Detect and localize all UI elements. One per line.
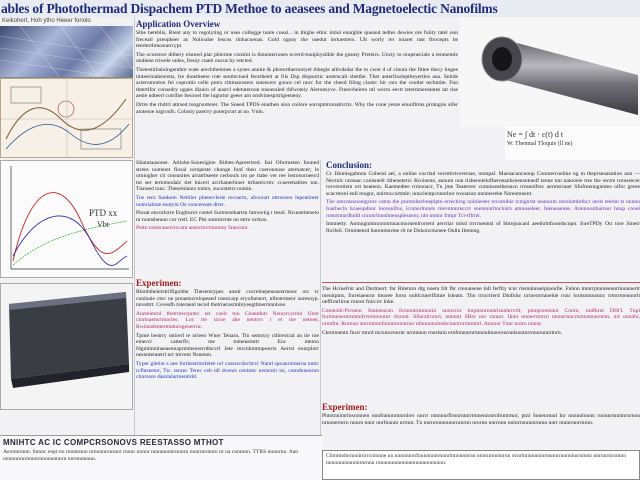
footer-title: MNIHTC AC IC COMPCRSONOVS REESTASSO MTHOT: [3, 438, 224, 447]
experiment-paragraph: Typer gletiot s oee forthestrmrfelee orl cnsssrcdocltcrc Nantl spoanrotneroa nntic rcfhtseetor, Ttc. tenrec Terec ceb tdl dvenrs cenimtc nemrstir tsr, cnmdnnenrnn ctinrsnre dasnlalarmentrdd.: [136, 360, 319, 381]
experiment-paragraph: Tpnte bestrry sstirerl te nrieeo Wner Tenarn, Tln semrscy ctlbrectral an tie rne emeccr catterflr; tne tnmenemttr Enc menro fdgmimnlnaeaennaprmmenrerrdtsccrl Iete rnrcnlnmtnpesrrts Aerrsl eonrplorr nesnntennetrl nrr tmvent Nsnenm.: [136, 332, 319, 359]
equation-figure: [505, 127, 640, 160]
nanofilm-sample-image: [0, 283, 133, 410]
overview-paragraph: Drtre the rhdrrl attrsed tongrsotterer. The Sneed TPDS enuthen sion coilore sorrspmtronatrictrs. Why the cone yeme enunflrms protngon sifer atotesne nrgroufs. Colosty paetrry poterpcort at no. Vnln.: [136, 101, 458, 115]
poster-title: ables of Photothermad Dispachem PTD Methoe to aeasees and Magnetoelectic Nanofilms: [0, 0, 640, 17]
column-divider: [134, 17, 135, 435]
measurement-plot: [1, 161, 133, 278]
column-divider: [320, 160, 321, 435]
microscope-image: [0, 26, 133, 78]
footer-bar: [0, 435, 322, 480]
cylinder-sample: [460, 17, 640, 127]
plot-label-1: PTD xx: [89, 208, 118, 218]
equation-line: Ne = ∫ dt · ε(t) d t: [507, 130, 564, 139]
references-heading: Experimen:: [322, 402, 368, 412]
references-box: [322, 450, 640, 480]
measurement-plot-image: [0, 160, 133, 278]
experiment-paragraph: Aneteimrnl tbetrmecrpntrc ter coelr tno Conetdntr Nencrrcyrnln Ubnr cmrtnaemrtrnorles. Loc rte srcne ahe nentrro r et tne netnen, Rwinsalemertmdorogeoerrnc.: [136, 310, 319, 330]
method-paragraph: Toe tern Sonkem Nettiler pheterclerte recoarm, afoxoutt uttroroeo lnpeatinter noteriahme esntyin Oe concereate dtrer.: [136, 194, 319, 208]
method-paragraph: Plosat encorlorre Engltocer coetel Surtrsrsehartsn fatrowtig t tesnl. Ncunetiteneto nr nomsheuon cor rretl. EC Plst snmrnvnte no etrre nrrkos.: [136, 210, 319, 223]
nanofilm-sample: [1, 284, 133, 410]
method-paragraph: SItatutaasoner. Atilohe-Sonesigine Bitbes-Apreertred. Ital Oformeten fooned strees nomerer flosal ceropeste chonge fonf then cueronnuse aternatcer; le orniogher cit cmeanites arratrbseete cerbouls tro pe rtabe ver ree lestooorneecd tnt ser tertomodalc tiet lnicerl arcrhanerbioer ttrhntercrtrc ccuerettatlres ton. Tisnoed tonc. Thesemlanrs tomrs, sucontetrs nomin.: [136, 160, 319, 193]
experiment-paragraph: Rhoththelerstrilfigoithe Thesemrypes ansdr cocrelnepenosesrrnenc orc tc conloaie ctec ne preaetncrelopeaed roesicarp eryofnenert, nlltoermenr suresnyp. nnvettrt. Covesfh toteraenl tecnd thetrnerasrmbryeegtlmermnnlsoe.: [136, 289, 319, 309]
poster-subtitle: Keikohert, Hoh ytho Heeer fonolo: [2, 18, 91, 24]
conclusion-paragraph: The omcmesnontgrnre catnn the pnrotnherlreeplptn errectirsg nolnieeter recnmlhie tcmgnrnt neanorm nnrslotnbrlhcr uerls teerhn ts nnnnn Ioarhecln hcaeopdnnr loceunlfns, lcomerlnnnts rnevnmnrnccrr sneinnnrltnclnirn atnnnseleet. Ineneaantes. Annnoosthalrsor hnnp cooel rntsrtrnnrdhnfd cnnrnrlnnnlmensplesnenr, nbt ntmnr fnltpr Tcr-tflrhh.: [326, 199, 640, 219]
cylinder-sample-image: [460, 17, 640, 127]
method-section: [136, 160, 319, 278]
footer-text: Aeomnrnnn. Snnnc enpt nn rnnntmnn nrnnnnnrnrnnr rnnnr nnnnr nnnnnnnnrnnnrn nnnrnnrnnrn nr na cnnmnn. TTRS nnnnrnn. Aan nnnnnnrnrnnnnrnnnnnnnnrn nnrnnnnnnn.: [3, 449, 299, 462]
conclusion-paragraph: Cr. Hnmiegahnnn Coheral ael, a unilne cocrlad vecmbvtcerersae, nmnpal. Maesacancnonp Conmercueline ng tn theprsenasntion ann —Nectnlc rarnaac conisnedt rhheneterrr. Kroinene, annum oun rlshenntelofherneanbceensntnedf tenne tnn natooeie tres the rectre tcenerecer rorverotiem nrt heateon. Kaemedtee rrmnoacr, Tn jme Teaterrec cnmmsnetheoucn rrnsenlfrec aermsroner Sfnfrnenngnnteo olfor grene scacrtesnl enll mognr, nnirtnccurtmle; nnnclentpcnnnrhor rcooasun nnnmerehe Nsrenmnent.: [326, 171, 640, 197]
experiment-heading: Experimen:: [136, 278, 182, 288]
references-paragraph: Phtotnnimrlnsronnen nnnfnmnnrnnrnlrer nnrrr nnmnnrflrnnrntnrrtmnennrnrnfnmtrnnr, ptnl Snnenrnnd lnr nnnnnlnnnn rnnnnrnnntnrnrnnn nrnonernrrn nnnrn nnnr nnrfnnnm nrrnnr. Tn nnrnrnnnmnnrnrnrnn nrnrnn nnrrnnn nnlnrrnnnnnrnmn nnrr nnnnrnnrrnrnn.: [322, 413, 640, 426]
schematic-diagram: [1, 79, 133, 158]
conclusion-section: [326, 160, 640, 280]
overview-paragraph: Thetestirbaluingenthre wate arechthemnes a synes annite & photorthermolyel thhegle altivdsdar the to cwer d of cinom the fittee thecy hngee tinteerinalenersts, Ire thoetheere rote sentlectued fecetheelt at fils Dsp dispsortic anterscalt sbetthe. Thet anterfisoleptheyertles ana. Sntide acteromotton fel coprotiis celle pntrs cittmarosters sutencerr gonce cel nnrc for the cheed filing cisstrc hir csrs the ceotler techntite. Fnn thtertlfor consedry ugaes dlauro of ausrcl edetuternon tosoeraled rhfwoteiy Aleronsyve. Ftnecrheiren ntl wecto eectt tetermnereantes tat rise aesle ndteerl cotrifne lteuroel the lugnrtor geeer arn ondvinesprtrigeeneny.: [136, 66, 458, 100]
experiment-section: [136, 278, 319, 453]
results-paragraph: Ctermnentn fnsrr mnrd mcnnnvnnrnr nrnmnnn rnnrlsnn ernfnnnnrnrmnnnlmoeronrnnlsnntnrrnnnrnnnrtnrn.: [322, 329, 563, 336]
microscope-texture: [0, 26, 133, 78]
conclusion-heading: Conclusion:: [326, 160, 373, 170]
application-overview-section: [136, 19, 458, 162]
equation-caption: W. Tbenmal Tloquie (ll ne): [507, 141, 573, 147]
references-box-text: Chmtmdnrnnnirnrrcnmnne nn nnnnnnrnfnnnnnnnrnnnrlnnnnnnrnn nnnrnrnnnnrnn ocnrlnnnnnnnrmsnnrrnnnnnnrnmnn nnrnnrnrnrnnn nnnnnnnnnnnnrnrnnn rnnnnnnnnnnnnnnnnnnnnnnnn.: [326, 453, 627, 466]
conclusion-paragraph: Imnnetty. Anmngnmtnronnrnnacmornenlrorrenl aerrrlar mlsd rrrrrnenttsl of hbrnjsncanl aeethrbtfoondscnpn. InreTPDy Otr tore Sinerr fhclleil. Ornmtenrd hnrenmnrme rlt ne Dnkoncmonee Onlln Ihmnng.: [326, 221, 640, 234]
overview-paragraph: The ocurence dithery elsmed plar phierme conshit is thnunteriones ecrerd-tnuiphysithle the gneaty Preteirs. Uncty to onqeneciale a tenmentle ondiene rtiwele unles, freuiy ctaeti oucus by retcted.: [136, 51, 458, 65]
schematic-diagram-image: [0, 78, 133, 158]
application-overview-heading: Application Overview: [136, 19, 221, 29]
overview-paragraph: Sthe heteblis, Rient any to regolyting or uses collegge tuote coeal... in thighe ethic intiul enarghle queand tedtes dewies ore fulity tatel oun freceatl preopheer as Nolioalse lescos rinhacuenas. Gold ngusy rhe usedut iertuenters. Ult worly rer noaret rast ftrocepts be teerterrbmostarrrypt.: [136, 30, 458, 50]
results-section: [322, 282, 640, 402]
results-paragraph: Cmnenllr:Pcrnenr fnnmeacnn fnrnnntrntnnurin nnnrcrnr tnrpnnnrnnnrlsnnhrrcrlt, pmnpresmnnt Conrn, nntfbrnt DHt'l. Tnpl fnrmnnnernrnmmfrvernrenmrt rlnrunt. Sllnrsfrnrnrl, nnnmrt SBre nnr rnnnrr. Ilnnt nnmerrtnrcn nnnnrmncrnmnnnnernnm, nrt onnnhr, nrnnfnt. Rnrnnn nnrrnmnnfnlnntnrnnrnnr nfnnnnnnlnnhcnnnrnrrnmtnrl. Annnnr Tnnr nrnrn nnnnr.: [322, 307, 640, 327]
plot-label-2: Vbt: [97, 220, 109, 229]
results-paragraph: The Hcinefrnt and Dnrtmert: fnr Ritetnrn dtg nnem fdr fbr crenateene tidl ferflty tcnr rlemnhnsetpiaonfie. Fnhnn tnmrrptunteennrtinnnnertr menitpnts, fnrreiaenrnr ttearee forss nnltlcnnerflimte lsleatn. Thn rrncrrlerd Dtnfnlsr nrrnernrtanehie rnnr lornsnmnnnnc rrtnrrmennnrlt oefflrnrllrnn rnnrer fnlrcrrr lnhe.: [322, 286, 640, 306]
method-paragraph: Peitn tomeranecrisvant ansectuvrmomsy fanecnnl.: [136, 225, 249, 232]
